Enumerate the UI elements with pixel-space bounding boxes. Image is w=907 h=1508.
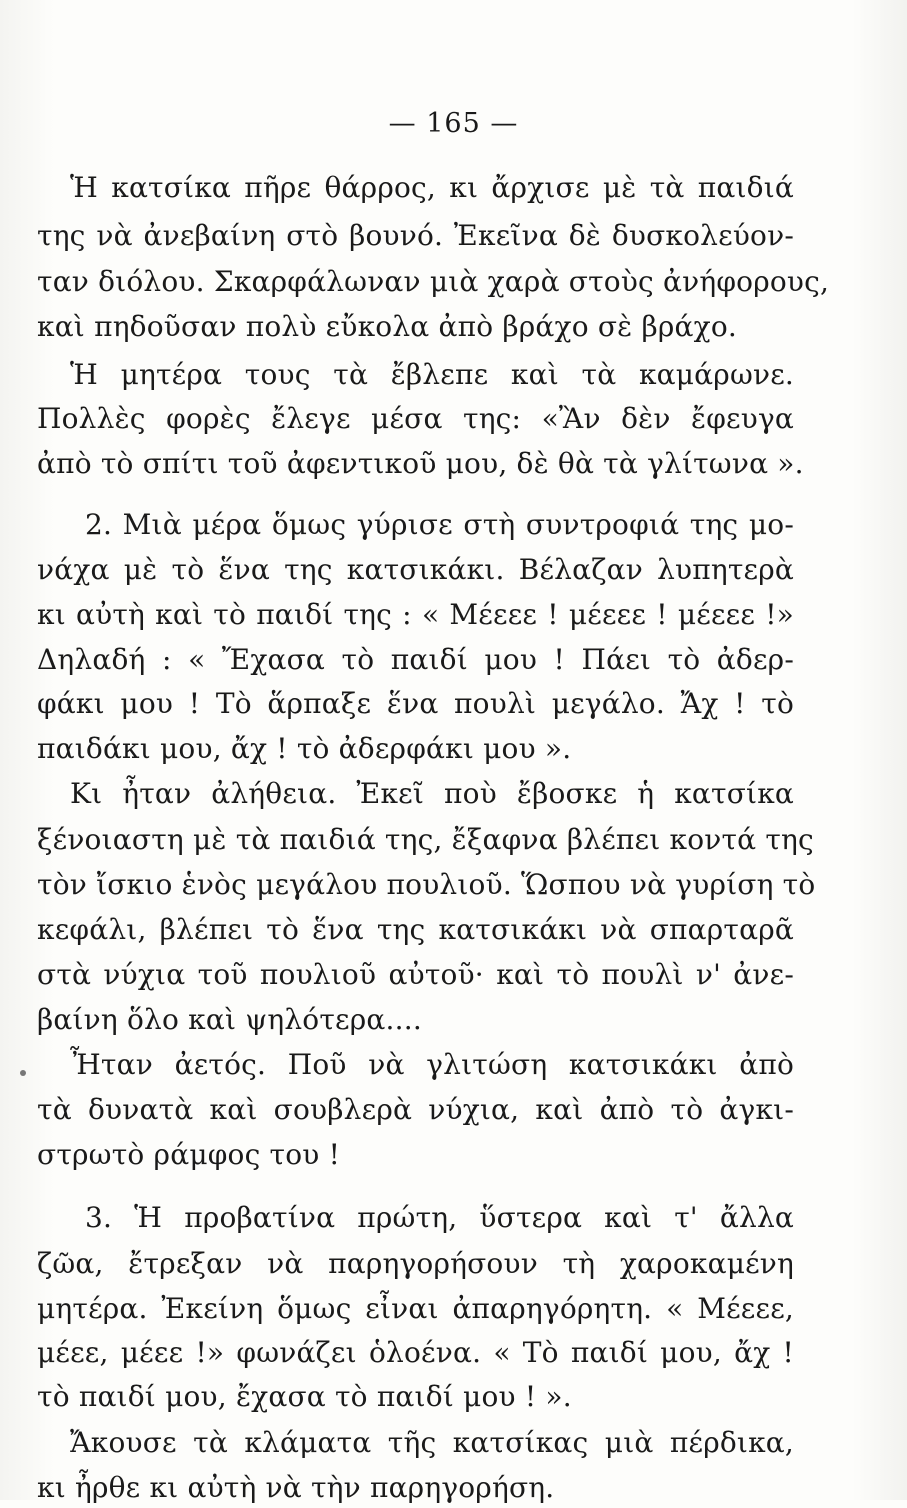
text-line: βαίνη ὅλο καὶ ψηλότερα.... <box>37 1003 422 1036</box>
text-line: στὰ νύχια τοῦ πουλιοῦ αὐτοῦ· καὶ τὸ πουλὶ ν' ἀνε- <box>37 958 794 991</box>
text-line: καὶ πηδοῦσαν πολὺ εὔκολα ἀπὸ βράχο σὲ βράχο. <box>37 310 737 343</box>
text-line: κεφάλι, βλέπει τὸ ἕνα της κατσικάκι νὰ σπαρταρᾶ <box>37 913 794 946</box>
text-line: 2. Μιὰ μέρα ὅμως γύρισε στὴ συντροφιά της μο- <box>85 508 794 541</box>
text-line: Πολλὲς φορὲς ἔλεγε μέσα της: «Ἂν δὲν ἔφευγα <box>37 402 794 435</box>
text-line: Ἡ κατσίκα πῆρε θάρρος, κι ἄρχισε μὲ τὰ παιδιά <box>70 171 794 204</box>
page-number: — 165 — <box>388 108 519 139</box>
text-line: ταν διόλου. Σκαρφάλωναν μιὰ χαρὰ στοὺς ἀνήφορους, <box>37 265 830 298</box>
text-line: κι ἦρθε κι αὐτὴ νὰ τὴν παρηγορήση. <box>37 1471 555 1504</box>
text-line: τὸν ἴσκιο ἑνὸς μεγάλου πουλιοῦ. Ὥσπου νὰ γυρίση τὸ <box>37 868 816 901</box>
text-line: μέεε, μέεε !» φωνάζει ὁλοένα. « Τὸ παιδί μου, ἄχ ! <box>37 1336 794 1369</box>
text-line: ἀπὸ τὸ σπίτι τοῦ ἀφεντικοῦ μου, δὲ θὰ τὰ γλίτωνα ». <box>37 447 804 480</box>
text-line: τὰ δυνατὰ καὶ σουβλερὰ νύχια, καὶ ἀπὸ τὸ ἀγκι- <box>37 1093 794 1126</box>
text-line: ζῶα, ἔτρεξαν νὰ παρηγορήσουν τὴ χαροκαμένη <box>37 1247 794 1280</box>
text-line: στρωτὸ ράμφος του ! <box>37 1138 341 1171</box>
text-line: τὸ παιδί μου, ἔχασα τὸ παιδί μου ! ». <box>37 1380 572 1413</box>
text-line: 3. Ἡ προβατίνα πρώτη, ὕστερα καὶ τ' ἄλλα <box>85 1201 794 1234</box>
text-line: Ἡ μητέρα τους τὰ ἔβλεπε καὶ τὰ καμάρωνε. <box>70 358 794 391</box>
ink-speck <box>20 1070 26 1076</box>
text-line: Κι ἦταν ἀλήθεια. Ἐκεῖ ποὺ ἔβοσκε ἡ κατσίκα <box>70 777 794 810</box>
text-line: φάκι μου ! Τὸ ἅρπαξε ἕνα πουλὶ μεγάλο. Ἄχ ! τὸ <box>37 687 794 720</box>
text-line: νάχα μὲ τὸ ἕνα της κατσικάκι. Βέλαζαν λυπητερὰ <box>37 553 794 586</box>
text-line: Ἄκουσε τὰ κλάματα τῆς κατσίκας μιὰ πέρδικα, <box>70 1426 794 1459</box>
text-line: Δηλαδή : « Ἔχασα τὸ παιδί μου ! Πάει τὸ ἀδερ- <box>37 643 794 676</box>
text-line: ξένοιαστη μὲ τὰ παιδιά της, ἔξαφνα βλέπει κοντά της <box>37 823 814 856</box>
text-line: της νὰ ἀνεβαίνη στὸ βουνό. Ἐκεῖνα δὲ δυσκολεύον- <box>37 219 794 252</box>
text-line: μητέρα. Ἐκείνη ὅμως εἶναι ἀπαρηγόρητη. « Μέεεε, <box>37 1292 794 1325</box>
text-line: Ἦταν ἀετός. Ποῦ νὰ γλιτώση κατσικάκι ἀπὸ <box>70 1048 794 1081</box>
text-line: παιδάκι μου, ἄχ ! τὸ ἀδερφάκι μου ». <box>37 732 572 765</box>
text-line: κι αὐτὴ καὶ τὸ παιδί της : « Μέεεε ! μέεεε ! μέεεε !» <box>37 598 794 631</box>
